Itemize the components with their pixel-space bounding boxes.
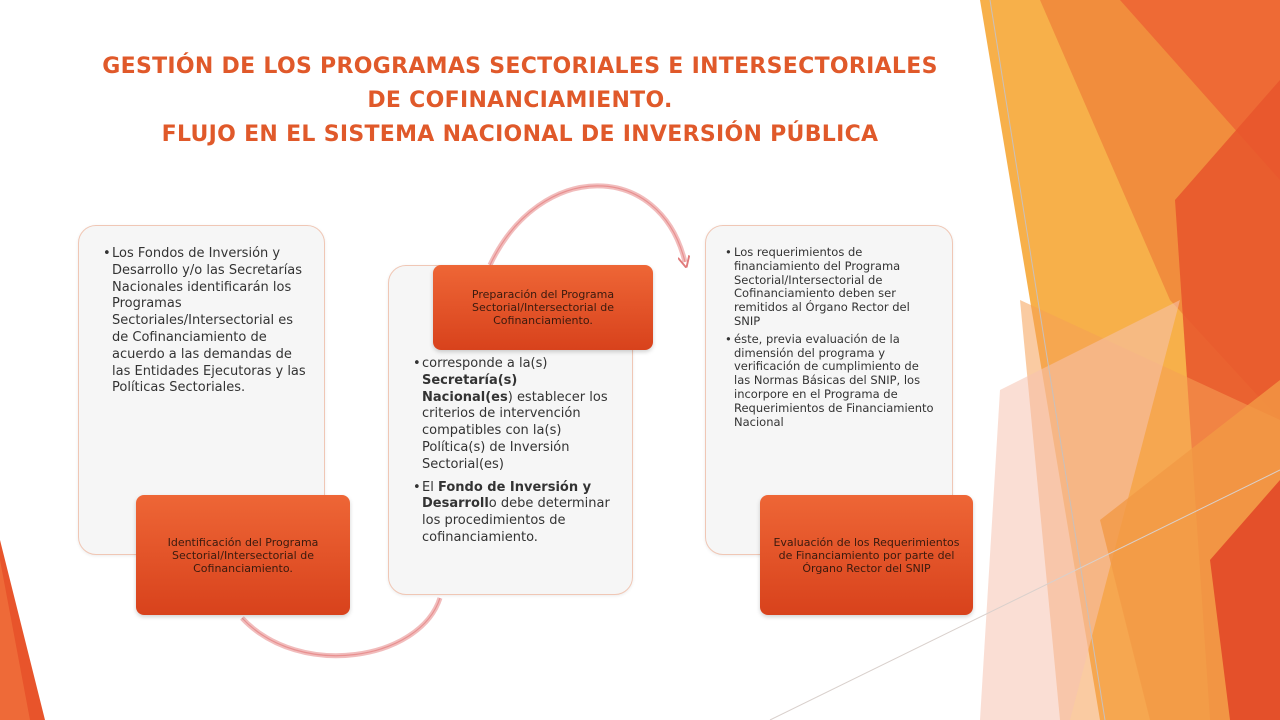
title-line-3: FLUJO EN EL SISTEMA NACIONAL DE INVERSIÓN PÚBLICA: [161, 122, 879, 147]
step3-label: Evaluación de los Requerimientos de Financiamiento por parte del Órgano Rector del SNIP: [760, 495, 973, 615]
step1-label: Identificación del Programa Sectorial/Intersectorial de Cofinanciamiento.: [136, 495, 350, 615]
step3-bullet-1: • Los requerimientos de financiamiento del Programa Sectorial/Intersectorial de Cofinanciamiento deben ser remitidos al Órgano Rector del SNIP: [734, 246, 934, 329]
step1-bullet: • Los Fondos de Inversión y Desarrollo y/o las Secretarías Nacionales identificarán los Programas Sectoriales/Intersectorial es de Cofinanciamiento de acuerdo a las demandas de las Entidades Ejecutoras y las Políticas Sectoriales.: [112, 246, 307, 397]
title-line-2: DE COFINANCIAMIENTO.: [367, 88, 673, 113]
step2-label: Preparación del Programa Sectorial/Intersectorial de Cofinanciamiento.: [433, 265, 653, 350]
title-line-1: GESTIÓN DE LOS PROGRAMAS SECTORIALES E INTERSECTORIALES: [102, 54, 938, 79]
slide-title: [40, 50, 1000, 152]
step3-bullet-2: • éste, previa evaluación de la dimensión del programa y verificación de cumplimiento de las Normas Básicas del SNIP, los incorpore en el Programa de Requerimientos de Financiamiento Nacional: [734, 333, 934, 430]
step2-bullet-2: • El Fondo de Inversión y Desarrollo debe determinar los procedimientos de cofinanciamiento.: [422, 480, 612, 547]
step2-bullet-1: • corresponde a la(s) Secretaría(s) Nacional(es) establecer los criterios de intervención compatibles con la(s) Política(s) de Inversión Sectorial(es): [422, 356, 612, 474]
